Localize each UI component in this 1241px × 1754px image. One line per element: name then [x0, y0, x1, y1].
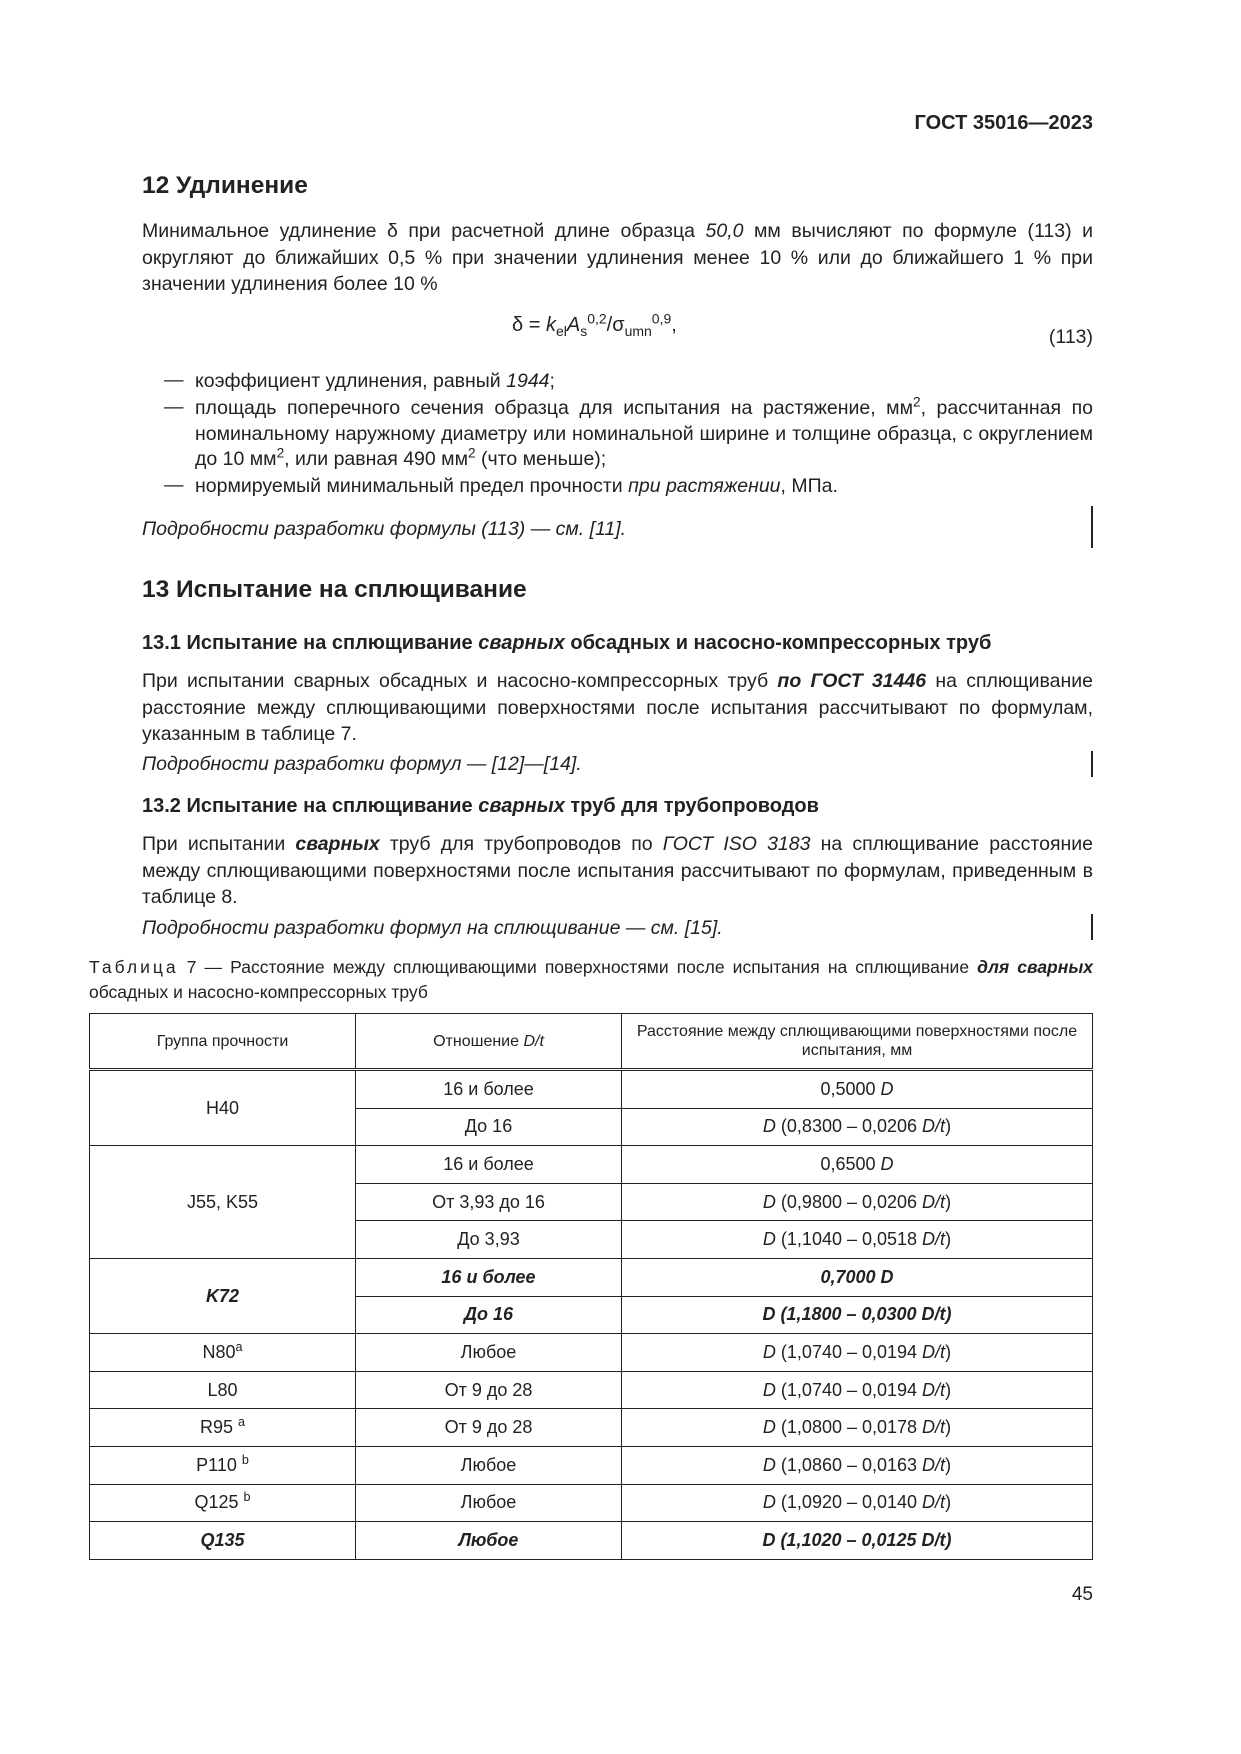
- distance-cell: D (1,0740 – 0,0194 D/t): [622, 1334, 1093, 1372]
- subsection-13-2-note: Подробности разработки формул на сплющивание — см. [15].: [142, 917, 723, 939]
- document-id: ГОСТ 35016—2023: [914, 112, 1093, 134]
- distance-cell: D (0,8300 – 0,0206 D/t): [622, 1108, 1093, 1146]
- formula-number: (113): [1048, 326, 1093, 348]
- group-cell: L80: [90, 1371, 356, 1409]
- formula-113: $\delta = k_{el}A_s^{0,2}/\sigma_{umn}^{0,9}$,: [512, 310, 677, 339]
- distance-cell: D (1,1800 – 0,0300 D/t): [622, 1296, 1093, 1334]
- ratio-cell: От 9 до 28: [356, 1371, 622, 1409]
- ratio-cell: Любое: [356, 1522, 622, 1560]
- page-number: 45: [1071, 1584, 1093, 1605]
- table-header-row: [90, 1014, 1093, 1070]
- group-cell: Q125 $^b$: [90, 1484, 356, 1522]
- distance-cell: D (1,0920 – 0,0140 D/t): [622, 1484, 1093, 1522]
- distance-cell: D (0,9800 – 0,0206 D/t): [622, 1183, 1093, 1221]
- section-12-title: 12 Удлинение: [142, 172, 308, 199]
- table-row: [90, 1146, 1093, 1184]
- distance-cell: 0,6500 D: [622, 1146, 1093, 1184]
- group-cell: J55, K55: [90, 1146, 356, 1259]
- group-cell: K72: [90, 1258, 356, 1333]
- header-strength-group: Группа прочности: [90, 1014, 356, 1070]
- subsection-13-1-paragraph: При испытании сварных обсадных и насосно-компрессорных труб по ГОСТ 31446 на сплющивание расстояние между сплющивающими поверхностями после испытания рассчитывают по формулам, указанным в таблице 7.: [142, 670, 1093, 745]
- change-bar: [1091, 751, 1093, 777]
- change-bar: [1091, 914, 1093, 940]
- distance-cell: D (1,1040 – 0,0518 D/t): [622, 1221, 1093, 1259]
- subsection-13-2-paragraph: При испытании сварных труб для трубопроводов по ГОСТ ISO 3183 на сплющивание расстояние между сплющивающими поверхностями после испытания рассчитывают по формулам, приведенным в таблице 8.: [142, 833, 1094, 908]
- distance-cell: D (1,1020 – 0,0125 D/t): [622, 1522, 1093, 1560]
- group-cell: Q135: [90, 1522, 356, 1560]
- distance-cell: D (1,0800 – 0,0178 D/t): [622, 1409, 1093, 1447]
- table-row: [90, 1070, 1093, 1109]
- table-7: [89, 1013, 1093, 1560]
- subsection-13-2-title: 13.2 Испытание на сплющивание сварных труб для трубопроводов: [142, 795, 819, 817]
- distance-cell: D (1,0860 – 0,0163 D/t): [622, 1446, 1093, 1484]
- table-row: [90, 1446, 1093, 1484]
- distance-cell: 0,7000 D: [622, 1258, 1093, 1296]
- table-row: [90, 1258, 1093, 1296]
- table-row: [90, 1484, 1093, 1522]
- header-ratio: Отношение D/t: [356, 1014, 622, 1070]
- ratio-cell: Любое: [356, 1334, 622, 1372]
- table-7-caption: Таблица 7 — Расстояние между сплющивающими поверхностями после испытания на сплющивание для сварных обсадных и насосно-компрессорных труб: [89, 957, 1093, 1002]
- table-row: [90, 1334, 1093, 1372]
- group-cell: P110 $^b$: [90, 1446, 356, 1484]
- group-cell: R95 $^a$: [90, 1409, 356, 1447]
- subsection-13-1-title: 13.1 Испытание на сплющивание сварных обсадных и насосно-компрессорных труб: [142, 632, 992, 654]
- subsection-13-1-note: Подробности разработки формул — [12]—[14].: [142, 753, 582, 775]
- distance-cell: 0,5000 D: [622, 1070, 1093, 1109]
- ratio-cell: До 3,93: [356, 1221, 622, 1259]
- section-12-paragraph: Минимальное удлинение δ при расчетной длине образца 50,0 мм вычисляют по формуле (113) и округляют до ближайших 0,5 % при значении удлинения менее 10 % или до ближайшего 1 % при значении удлинения более 10 %: [142, 220, 1093, 295]
- group-cell: N80$^a$: [90, 1334, 356, 1372]
- ratio-cell: От 3,93 до 16: [356, 1183, 622, 1221]
- ratio-cell: 16 и более: [356, 1070, 622, 1109]
- ratio-cell: Любое: [356, 1446, 622, 1484]
- ratio-cell: 16 и более: [356, 1146, 622, 1184]
- header-distance: Расстояние между сплющивающими поверхностями после испытания, мм: [622, 1014, 1093, 1070]
- table-row: [90, 1371, 1093, 1409]
- section-12-note: Подробности разработки формулы (113) — см. [11].: [142, 518, 627, 540]
- table-row: [90, 1409, 1093, 1447]
- ratio-cell: От 9 до 28: [356, 1409, 622, 1447]
- ratio-cell: До 16: [356, 1296, 622, 1334]
- change-bar: [1091, 506, 1093, 548]
- section-13-title: 13 Испытание на сплющивание: [142, 576, 527, 603]
- ratio-cell: 16 и более: [356, 1258, 622, 1296]
- table-row: [90, 1522, 1093, 1560]
- group-cell: Н40: [90, 1070, 356, 1146]
- distance-cell: D (1,0740 – 0,0194 D/t): [622, 1371, 1093, 1409]
- ratio-cell: До 16: [356, 1108, 622, 1146]
- ratio-cell: Любое: [356, 1484, 622, 1522]
